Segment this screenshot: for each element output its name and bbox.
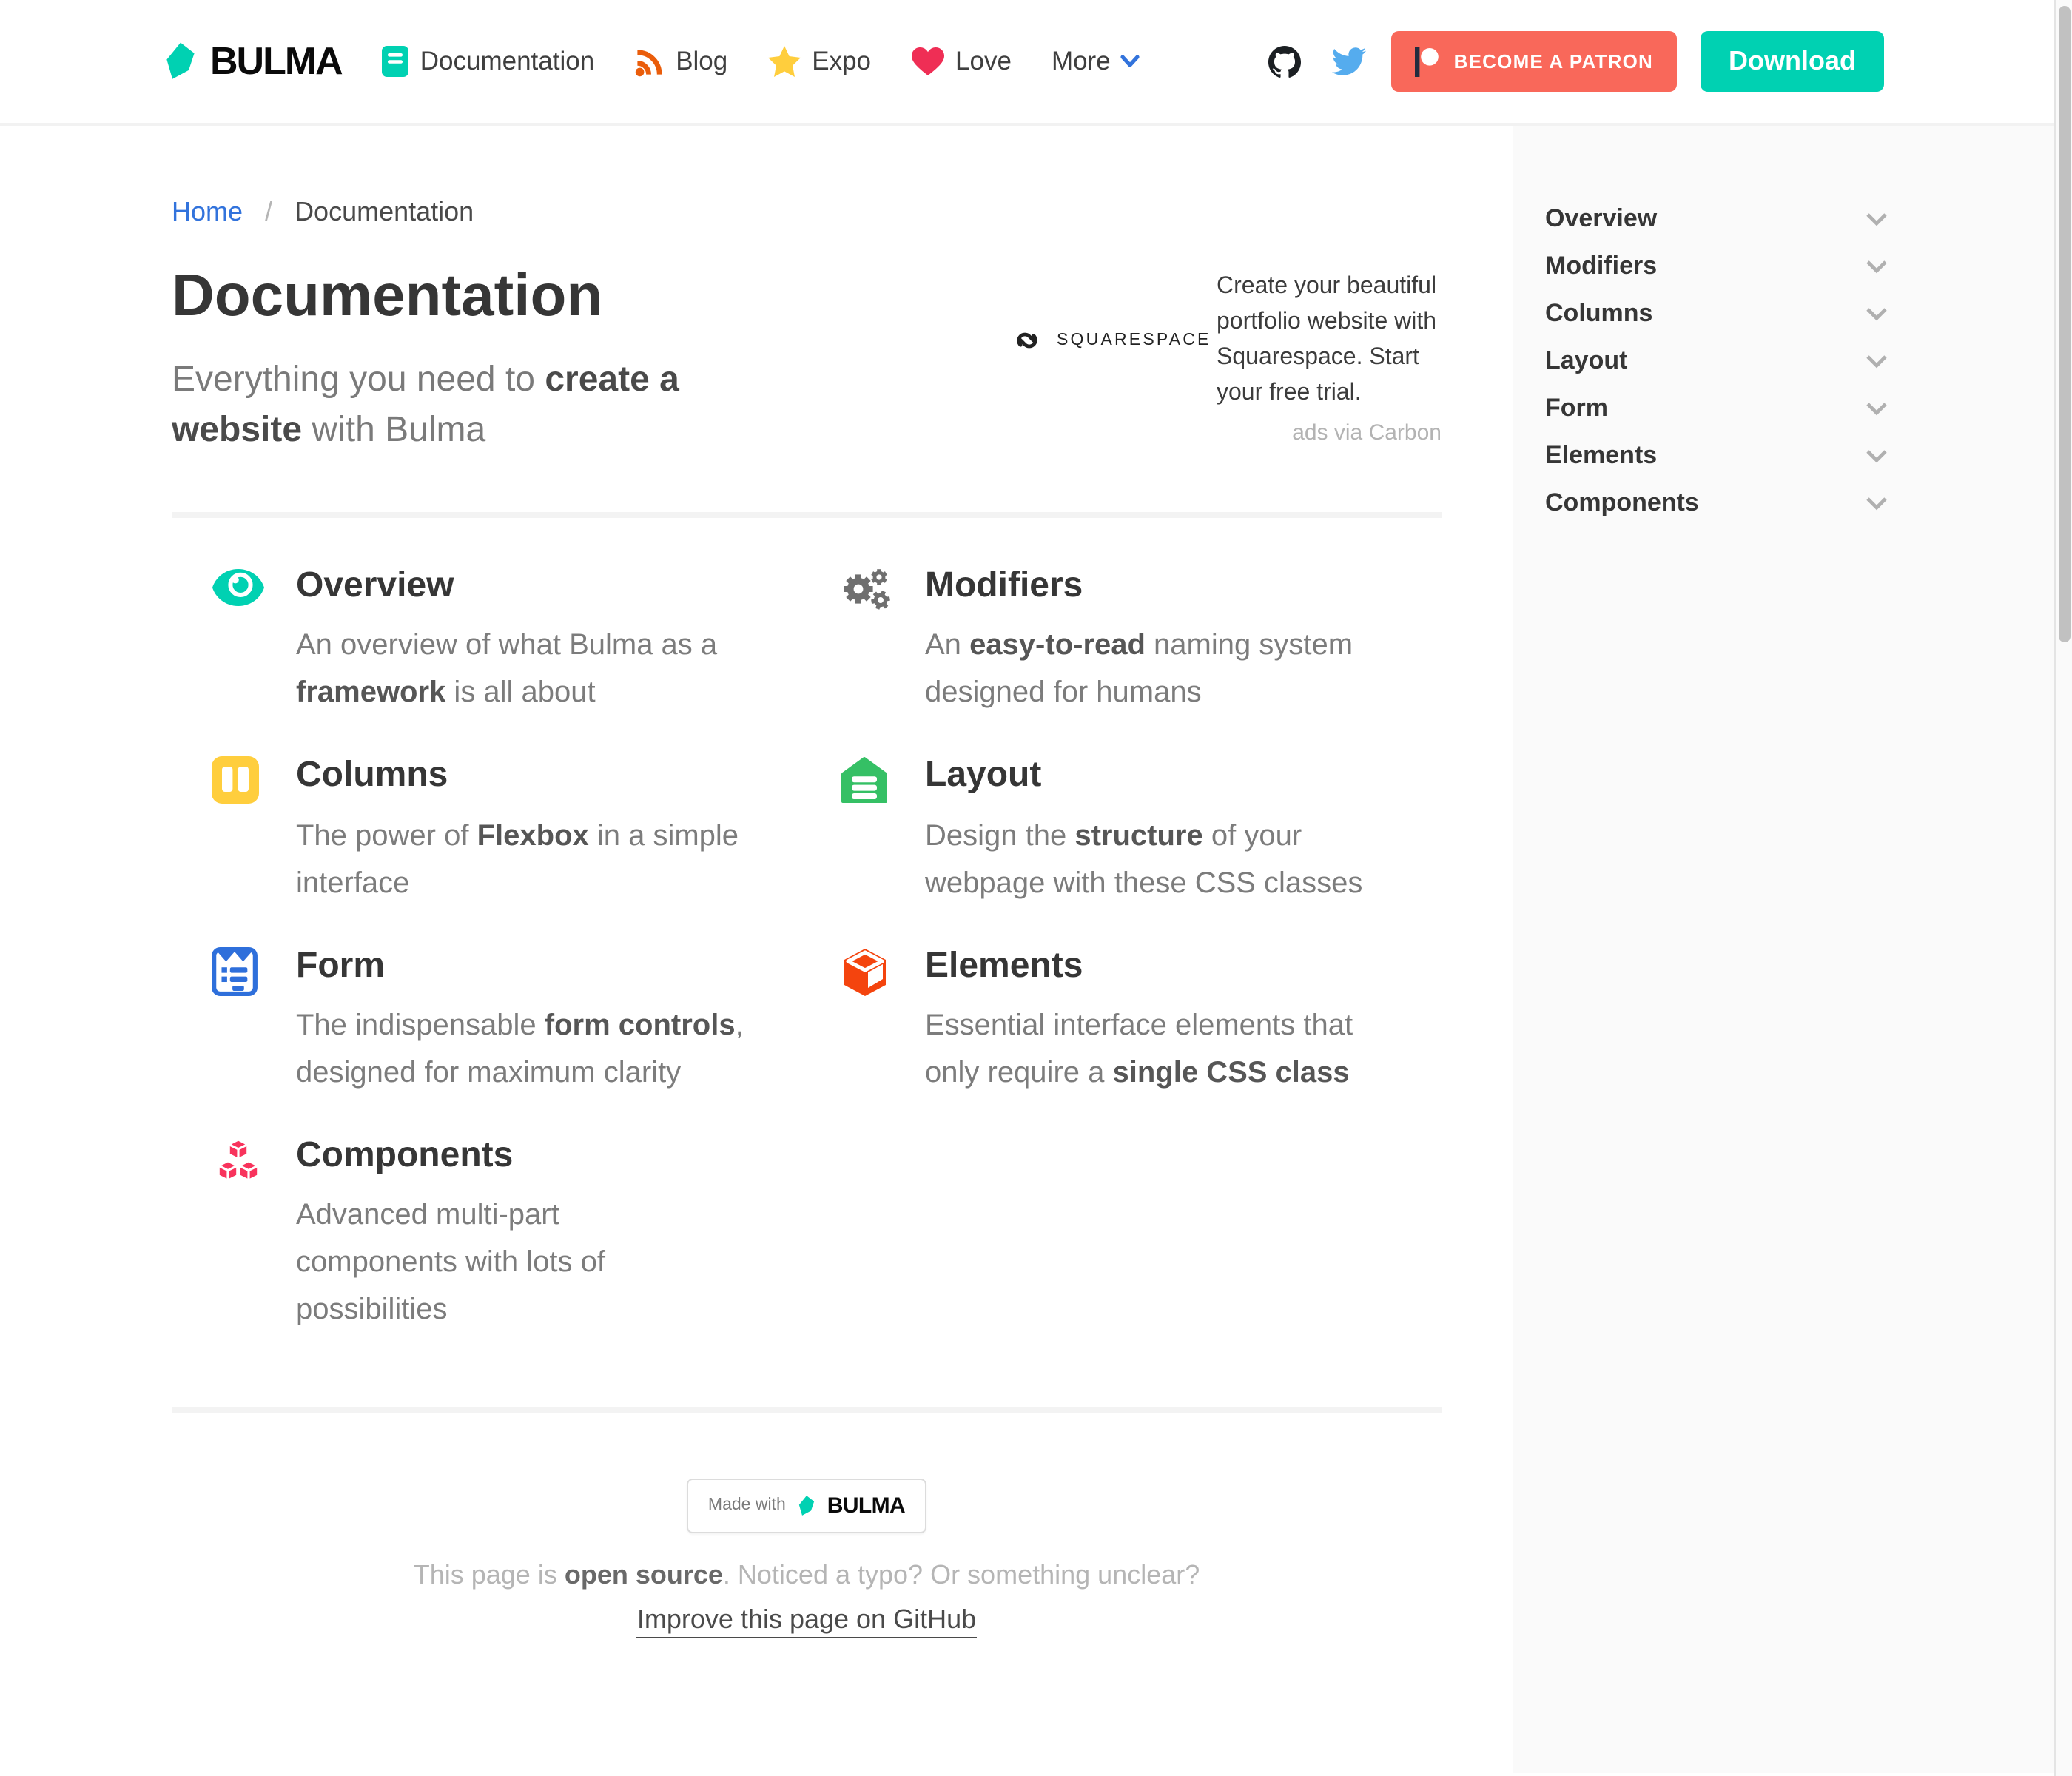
breadcrumb-home-link[interactable]: Home <box>172 197 243 226</box>
bulma-logo[interactable] <box>164 38 342 84</box>
nav-label: More <box>1051 46 1111 75</box>
improve-page-github-link[interactable]: Improve this page on GitHub <box>637 1604 976 1638</box>
patron-label: BECOME A PATRON <box>1453 50 1653 73</box>
become-a-patron-button[interactable] <box>1392 31 1677 92</box>
columns-icon <box>212 753 296 906</box>
page-body <box>0 126 2072 1773</box>
nav-label: Love <box>955 46 1012 75</box>
footer-note: This page is open source. Noticed a typo? Or something unclear? <box>413 1559 1200 1590</box>
brand-wordmark: BULMA <box>210 38 342 83</box>
ad-text: Create your beautiful portfolio website with Squarespace. Start your free trial. <box>1217 274 1437 406</box>
card-layout[interactable] <box>841 753 1470 906</box>
card-description: The indispensable form controls, designed for maximum clarity <box>296 1009 744 1089</box>
card-title: Layout <box>925 755 1042 796</box>
card-description: An easy-to-read naming system designed for humans <box>925 629 1353 710</box>
scrollbar[interactable] <box>2054 0 2072 1776</box>
sidebar-item-modifiers[interactable]: Modifiers <box>1545 243 1888 290</box>
sidebar-menu <box>1513 126 2072 1773</box>
page-subtitle: Everything you need to create a website with Bulma <box>172 360 679 451</box>
card-description: Essential interface elements that only require a single CSS class <box>925 1009 1353 1089</box>
sidebar-item-layout[interactable]: Layout <box>1545 337 1888 385</box>
chevron-down-icon <box>1865 448 1888 463</box>
badge-brand: BULMA <box>827 1493 906 1518</box>
docs-cards-grid <box>172 562 1442 1369</box>
divider-bottom <box>172 1407 1442 1413</box>
main-content <box>0 126 1513 1773</box>
bulma-gem-icon <box>164 41 197 81</box>
sidebar-item-form[interactable]: Form <box>1545 385 1888 432</box>
sidebar-item-columns[interactable]: Columns <box>1545 290 1888 337</box>
chevron-down-icon <box>1865 306 1888 321</box>
sidebar-item-components[interactable]: Components <box>1545 480 1888 527</box>
eye-icon <box>212 562 296 716</box>
clipboard-icon <box>212 942 296 1096</box>
nav-item-love[interactable] <box>911 46 1012 77</box>
divider-top <box>172 512 1442 518</box>
rss-icon <box>634 47 664 76</box>
navbar-right <box>1269 31 1884 92</box>
nav-items <box>382 46 1140 77</box>
github-icon[interactable] <box>1269 45 1302 78</box>
bulma-gem-icon <box>798 1495 815 1517</box>
nav-label: Blog <box>676 46 728 75</box>
page-title: Documentation <box>172 263 603 329</box>
navbar <box>0 0 2072 126</box>
nav-item-documentation[interactable] <box>382 46 594 77</box>
card-title: Columns <box>296 755 448 796</box>
breadcrumb-current: Documentation <box>295 197 474 226</box>
card-description: An overview of what Bulma as a framework is all about <box>296 629 718 710</box>
card-columns[interactable] <box>212 753 841 906</box>
card-components[interactable] <box>212 1131 841 1333</box>
card-title: Components <box>296 1134 514 1175</box>
card-title: Form <box>296 945 385 986</box>
made-with-bulma-badge[interactable] <box>687 1479 926 1533</box>
nav-item-blog[interactable] <box>634 46 727 77</box>
ad-logo <box>1009 323 1211 358</box>
twitter-icon[interactable] <box>1333 44 1367 78</box>
chevron-down-icon <box>1865 212 1888 226</box>
download-label: Download <box>1729 46 1856 75</box>
cubes-icon <box>212 1131 296 1333</box>
card-description: Design the structure of your webpage with these CSS classes <box>925 819 1363 900</box>
download-button[interactable] <box>1701 31 1884 92</box>
badge-prefix: Made with <box>707 1496 786 1515</box>
card-elements[interactable] <box>841 942 1470 1096</box>
footer <box>172 1479 1442 1533</box>
squarespace-icon <box>1009 323 1045 358</box>
card-form[interactable] <box>212 942 841 1096</box>
heart-icon <box>911 47 944 76</box>
chevron-down-icon <box>1865 259 1888 274</box>
sidebar-item-overview[interactable]: Overview <box>1545 195 1888 243</box>
ad-attribution[interactable]: ads via Carbon <box>1292 420 1442 445</box>
card-overview[interactable] <box>212 562 841 716</box>
home-icon <box>841 753 925 906</box>
card-description: The power of Flexbox in a simple interface <box>296 819 739 900</box>
card-title: Elements <box>925 945 1083 986</box>
breadcrumb <box>172 197 1442 228</box>
nav-item-more[interactable] <box>1052 46 1140 77</box>
social-links <box>1269 44 1367 78</box>
chevron-down-icon <box>1865 401 1888 416</box>
chevron-down-icon <box>1865 354 1888 369</box>
chevron-down-icon <box>1865 496 1888 511</box>
breadcrumb-separator: / <box>265 197 273 226</box>
cogs-icon <box>841 562 925 716</box>
card-description: Advanced multi-part components with lots of possibilities <box>296 1198 605 1326</box>
scrollbar-thumb[interactable] <box>2059 6 2071 642</box>
book-icon <box>382 46 408 77</box>
nav-item-expo[interactable] <box>767 46 871 77</box>
card-modifiers[interactable] <box>841 562 1470 716</box>
sidebar-item-elements[interactable]: Elements <box>1545 432 1888 480</box>
card-title: Overview <box>296 565 454 606</box>
ad-brand-name: SQUARESPACE <box>1057 332 1211 349</box>
card-title: Modifiers <box>925 565 1083 606</box>
chevron-down-icon <box>1121 55 1140 68</box>
patreon-icon <box>1416 47 1439 76</box>
box-icon <box>841 942 925 1096</box>
title-block <box>172 260 752 456</box>
carbon-ad[interactable] <box>1009 269 1442 445</box>
nav-label: Expo <box>812 46 872 75</box>
nav-label: Documentation <box>420 46 595 75</box>
star-icon <box>767 46 800 77</box>
header-section <box>172 260 1442 456</box>
